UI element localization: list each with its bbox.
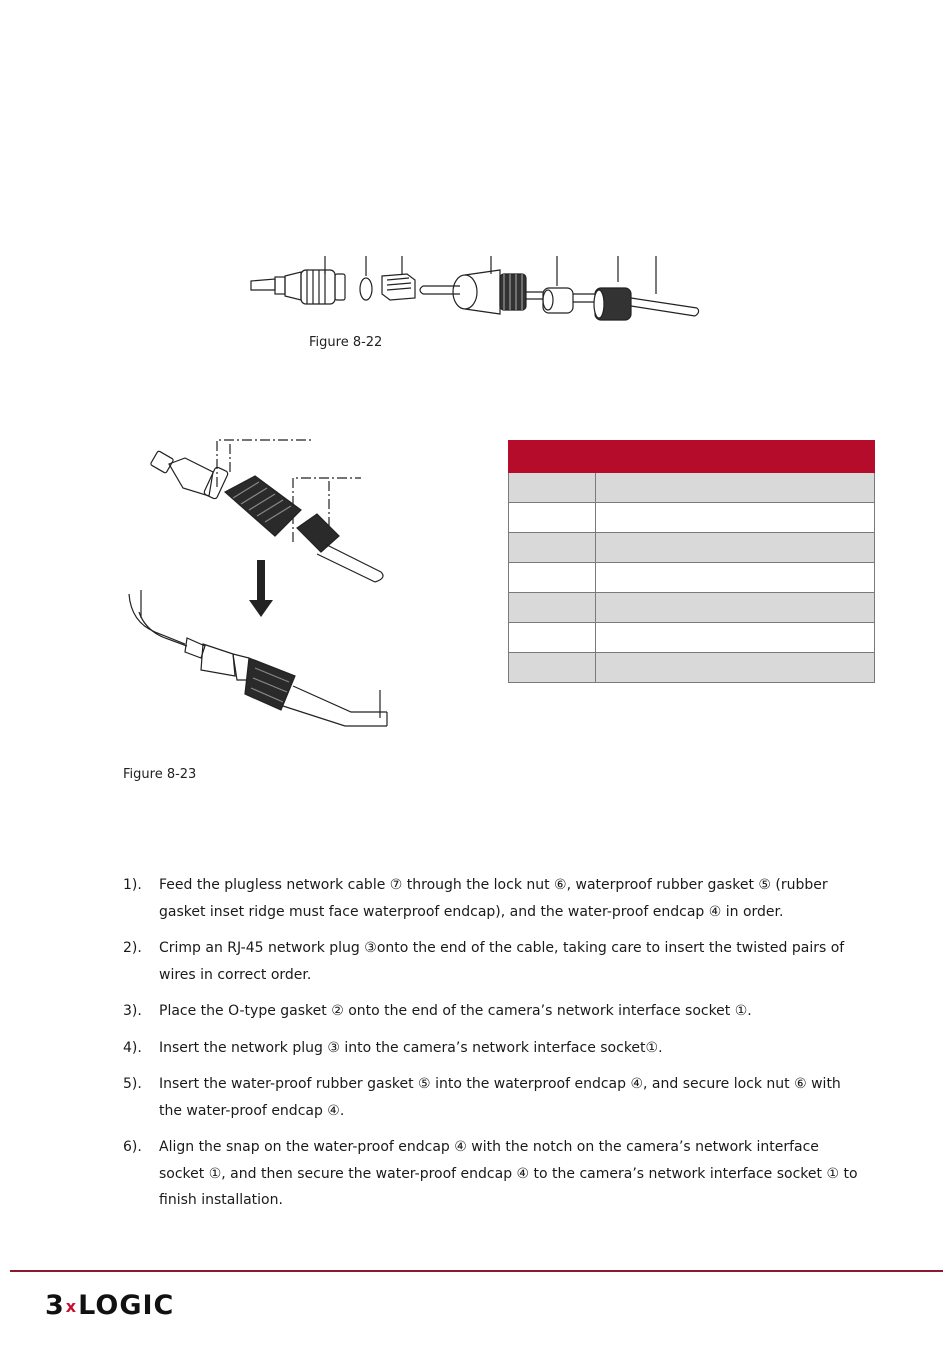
step-item (123, 1134, 868, 1214)
table-cell (596, 563, 875, 593)
table-cell (509, 623, 596, 653)
upper-cable (317, 544, 383, 582)
parts-table-header-cell (509, 441, 596, 473)
table-cell (509, 593, 596, 623)
step-number: 5). (123, 1076, 142, 1092)
table-cell (596, 593, 875, 623)
installation-steps (123, 872, 868, 1224)
figure-8-22-caption: Figure 8-22 (309, 335, 383, 350)
table-cell (596, 623, 875, 653)
rj45-plug (382, 274, 415, 300)
step-text: Align the snap on the water-proof endcap ④ with the notch on the camera’s network interface socket ①, and then secure the water-proof endcap ④ to the camera’s network interface socket ① to finish installation. (159, 1139, 858, 1208)
step-number: 6). (123, 1139, 142, 1155)
table-row (509, 533, 875, 563)
table-cell (509, 533, 596, 563)
step-number: 2). (123, 940, 142, 956)
table-cell (509, 653, 596, 683)
table-cell (596, 653, 875, 683)
table-cell (509, 563, 596, 593)
logo-suffix: LOGIC (78, 1290, 175, 1321)
step-text: Place the O-type gasket ② onto the end of the camera’s network interface socket ①. (159, 1003, 752, 1019)
figure-8-22-exploded-view (245, 252, 705, 322)
table-row (509, 653, 875, 683)
table-row (509, 473, 875, 503)
o-type-gasket (360, 278, 372, 300)
figure-8-23-assembly (125, 432, 405, 732)
table-cell (596, 473, 875, 503)
table-row (509, 593, 875, 623)
footer-divider (10, 1270, 943, 1272)
logo-prefix: 3 (45, 1290, 65, 1321)
figure-8-23-caption: Figure 8-23 (123, 767, 197, 782)
network-cable (631, 298, 697, 316)
step-item (123, 1035, 868, 1062)
table-cell (596, 503, 875, 533)
table-cell (596, 533, 875, 563)
step-text: Crimp an RJ-45 network plug ③onto the end of the cable, taking care to insert the twisted pairs of wires in correct order. (159, 940, 845, 983)
table-row (509, 503, 875, 533)
step-item (123, 998, 868, 1025)
upper-lock-nut (297, 514, 339, 552)
rubber-gasket (543, 288, 573, 313)
lock-nut (594, 288, 631, 320)
logo-x: x (65, 1297, 78, 1316)
down-arrow-head (249, 600, 273, 617)
down-arrow-shaft (257, 560, 265, 600)
step-number: 4). (123, 1039, 142, 1056)
table-row (509, 623, 875, 653)
step-number: 1). (123, 877, 142, 893)
step-text: Feed the plugless network cable ⑦ through the lock nut ⑥, waterproof rubber gasket ⑤ (rubber gasket inset ridge must face waterproof endcap), and the water-proof endcap ④ in order. (159, 877, 828, 920)
upper-socket (150, 451, 228, 500)
parts-table-header-row (509, 441, 875, 473)
step-item (123, 872, 868, 925)
parts-table (508, 440, 875, 683)
table-cell (509, 473, 596, 503)
step-text: Insert the water-proof rubber gasket ⑤ into the waterproof endcap ④, and secure lock nut ⑥ with the water-proof endcap ④. (159, 1076, 841, 1119)
network-interface-socket (251, 270, 345, 304)
waterproof-endcap (453, 270, 526, 314)
upper-endcap (225, 476, 301, 536)
leader-dashdot-1 (217, 440, 311, 487)
parts-table-header-cell (596, 441, 875, 473)
brand-logo (45, 1290, 174, 1321)
table-row (509, 563, 875, 593)
step-number: 3). (123, 1003, 142, 1019)
step-item (123, 1071, 868, 1124)
step-text: Insert the network plug ③ into the camera’s network interface socket①. (159, 1039, 663, 1056)
table-cell (509, 503, 596, 533)
lower-cable (283, 686, 387, 726)
step-item (123, 935, 868, 988)
